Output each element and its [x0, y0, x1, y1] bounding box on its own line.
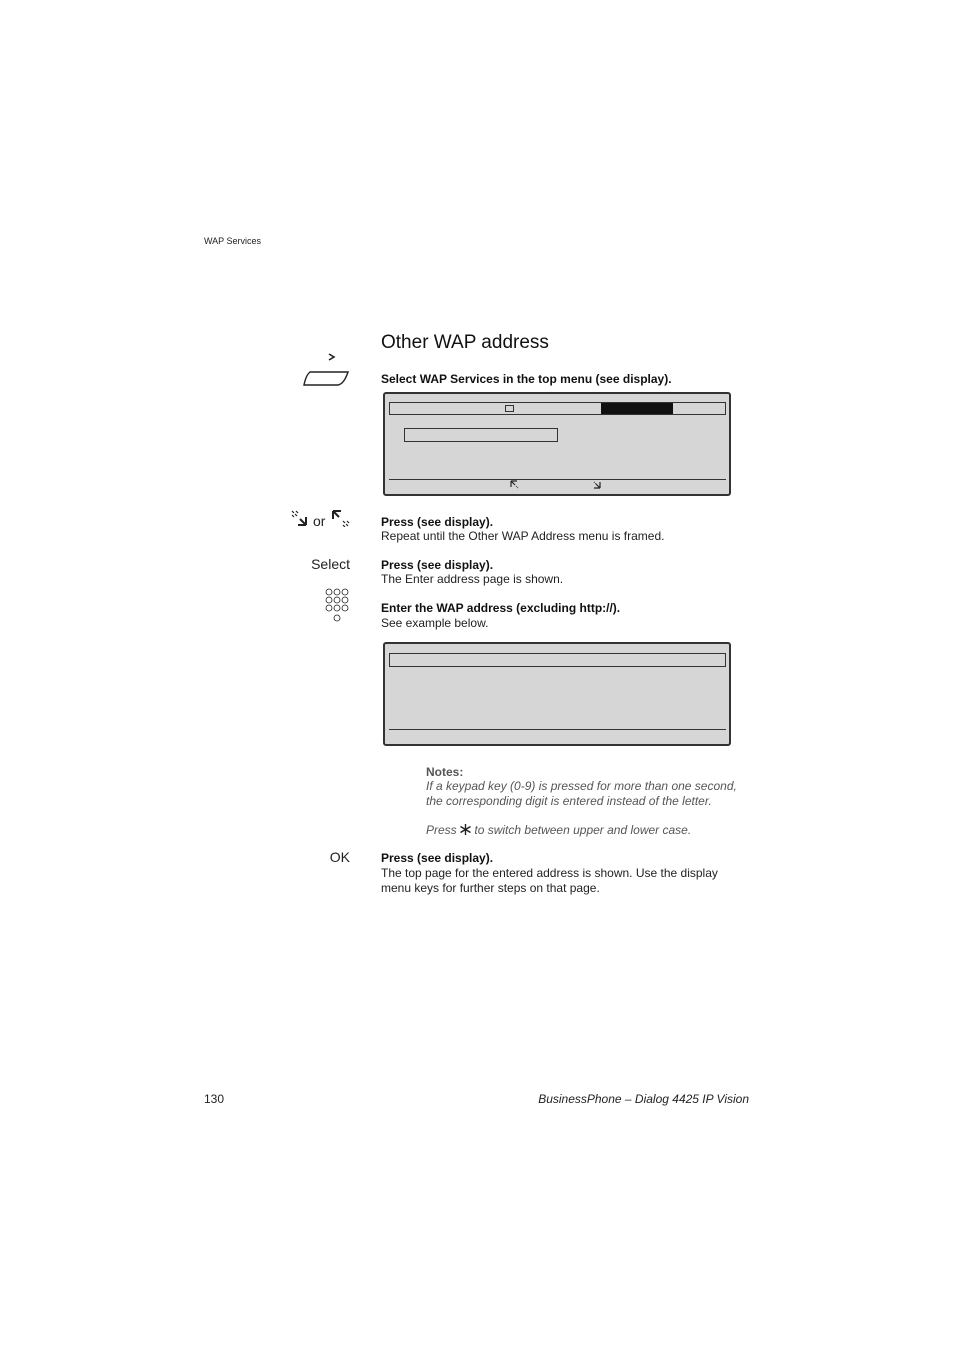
step-3-instruction: Press (see display). [381, 558, 494, 572]
note-press-rest: to switch between upper and lower case. [474, 823, 692, 837]
display-selected-tab [601, 403, 673, 414]
page-title: Other WAP address [381, 332, 549, 353]
step-5-text: The top page for the entered address is shown. Use the display menu keys for further steps on that page. [381, 866, 718, 895]
product-name: BusinessPhone – Dialog 4425 IP Vision [538, 1092, 749, 1106]
navigation-keys [290, 509, 350, 529]
note-press-line [426, 823, 691, 838]
display-address-field [389, 653, 726, 667]
arrow-up-icon [331, 509, 351, 527]
phone-display-enter-address [383, 642, 731, 746]
step-1-instruction: Select WAP Services in the top menu (see display). [381, 372, 672, 386]
or-label: or [313, 513, 326, 529]
note-line-1: If a keypad key (0-9) is pressed for more than one second, [426, 779, 737, 793]
display-top-menu-bar [389, 402, 726, 415]
display-menu-icon [505, 405, 514, 412]
step-4-text: See example below. [381, 616, 489, 630]
running-header: WAP Services [204, 236, 262, 246]
step-2-text: Repeat until the Other WAP Address menu is framed. [381, 529, 665, 543]
step-3-text: The Enter address page is shown. [381, 572, 564, 586]
note-line-2: the corresponding digit is entered instead of the letter. [426, 794, 712, 808]
menu-key-icon [300, 350, 352, 388]
star-key-icon [460, 824, 471, 835]
arrow-up-icon [509, 479, 521, 491]
step-4-instruction: Enter the WAP address (excluding http://). [381, 601, 621, 615]
arrow-down-icon [591, 479, 603, 491]
step-5-instruction: Press (see display). [381, 851, 494, 865]
phone-display-top-menu [383, 392, 731, 496]
step-2-instruction: Press (see display). [381, 515, 494, 529]
display-divider [389, 729, 726, 730]
ok-key-label: OK [329, 849, 350, 865]
page-number: 130 [204, 1092, 225, 1106]
arrow-down-icon [290, 509, 310, 527]
display-framed-item [404, 428, 558, 442]
note-press-word: Press [426, 823, 457, 837]
select-key-label: Select [311, 556, 350, 572]
keypad-icon [325, 588, 351, 624]
display-divider [389, 479, 726, 480]
notes-title: Notes: [426, 765, 464, 779]
